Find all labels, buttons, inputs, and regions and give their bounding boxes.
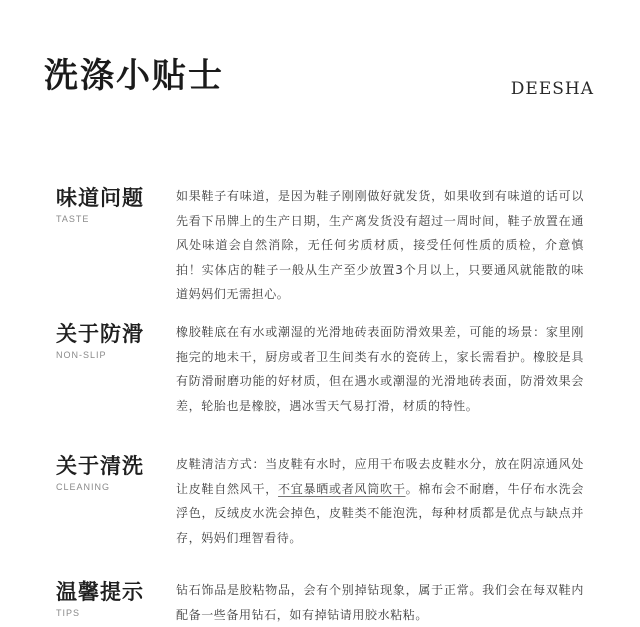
section-body: 橡胶鞋底在有水或潮湿的光滑地砖表面防滑效果差，可能的场景：家里刚拖完的地未干，厨房或者卫生间类有水的瓷砖上，家长需看护。橡胶是具有防滑耐磨功能的好材质，但在遇水或潮湿的光滑地砖表面，防滑效果会差，轮胎也是橡胶，遇冰雪天气易打滑，材质的特性。 <box>176 325 584 413</box>
body-text: 皮鞋清洁方式：当皮鞋有水时，应用干布吸去皮鞋水分，放在阴凉通风处让皮鞋自然风干， <box>176 457 584 496</box>
page-title: 洗涤小贴士 <box>44 56 224 96</box>
section-header <box>56 452 166 493</box>
section-body: 如果鞋子有味道，是因为鞋子刚刚做好就发货，如果收到有味道的话可以先看下吊牌上的生产日期，生产离发货没有超过一周时间，鞋子放置在通风处味道会自然消除，无任何劣质材质，接受任何性质的质检，介意慎拍！实体店的鞋子一般从生产至少放置3个月以上，只要通风就能散的味道妈妈们无需担心。 <box>176 189 584 301</box>
section-header <box>56 184 166 225</box>
section-subtitle: NON-SLIP <box>56 350 107 360</box>
body-text: 。棉布会不耐磨，牛仔布水洗会浮色，反绒皮水洗会掉色，皮鞋类不能泡洗，每种材质都是优点与缺点并存，妈妈们理智看待。 <box>176 481 584 545</box>
section-title: 温馨提示 <box>56 580 144 604</box>
section-title: 关于清洗 <box>56 454 144 478</box>
section-header <box>56 320 166 361</box>
section-subtitle: TASTE <box>56 214 90 224</box>
section-body <box>176 452 584 550</box>
section-title: 味道问题 <box>56 186 144 210</box>
brand-logo-text: DEESHA <box>510 79 594 99</box>
section-subtitle: CLEANING <box>56 482 111 492</box>
section-subtitle: TIPS <box>56 608 81 618</box>
section-title: 关于防滑 <box>56 322 144 346</box>
underlined-note: 不宜暴晒或者风筒吹干 <box>278 481 406 496</box>
section-body: 钻石饰品是胶粘物品，会有个别掉钻现象，属于正常。我们会在每双鞋内配备一些备用钻石，如有掉钻请用胶水粘粘。 <box>176 583 584 622</box>
section-header <box>56 578 166 619</box>
